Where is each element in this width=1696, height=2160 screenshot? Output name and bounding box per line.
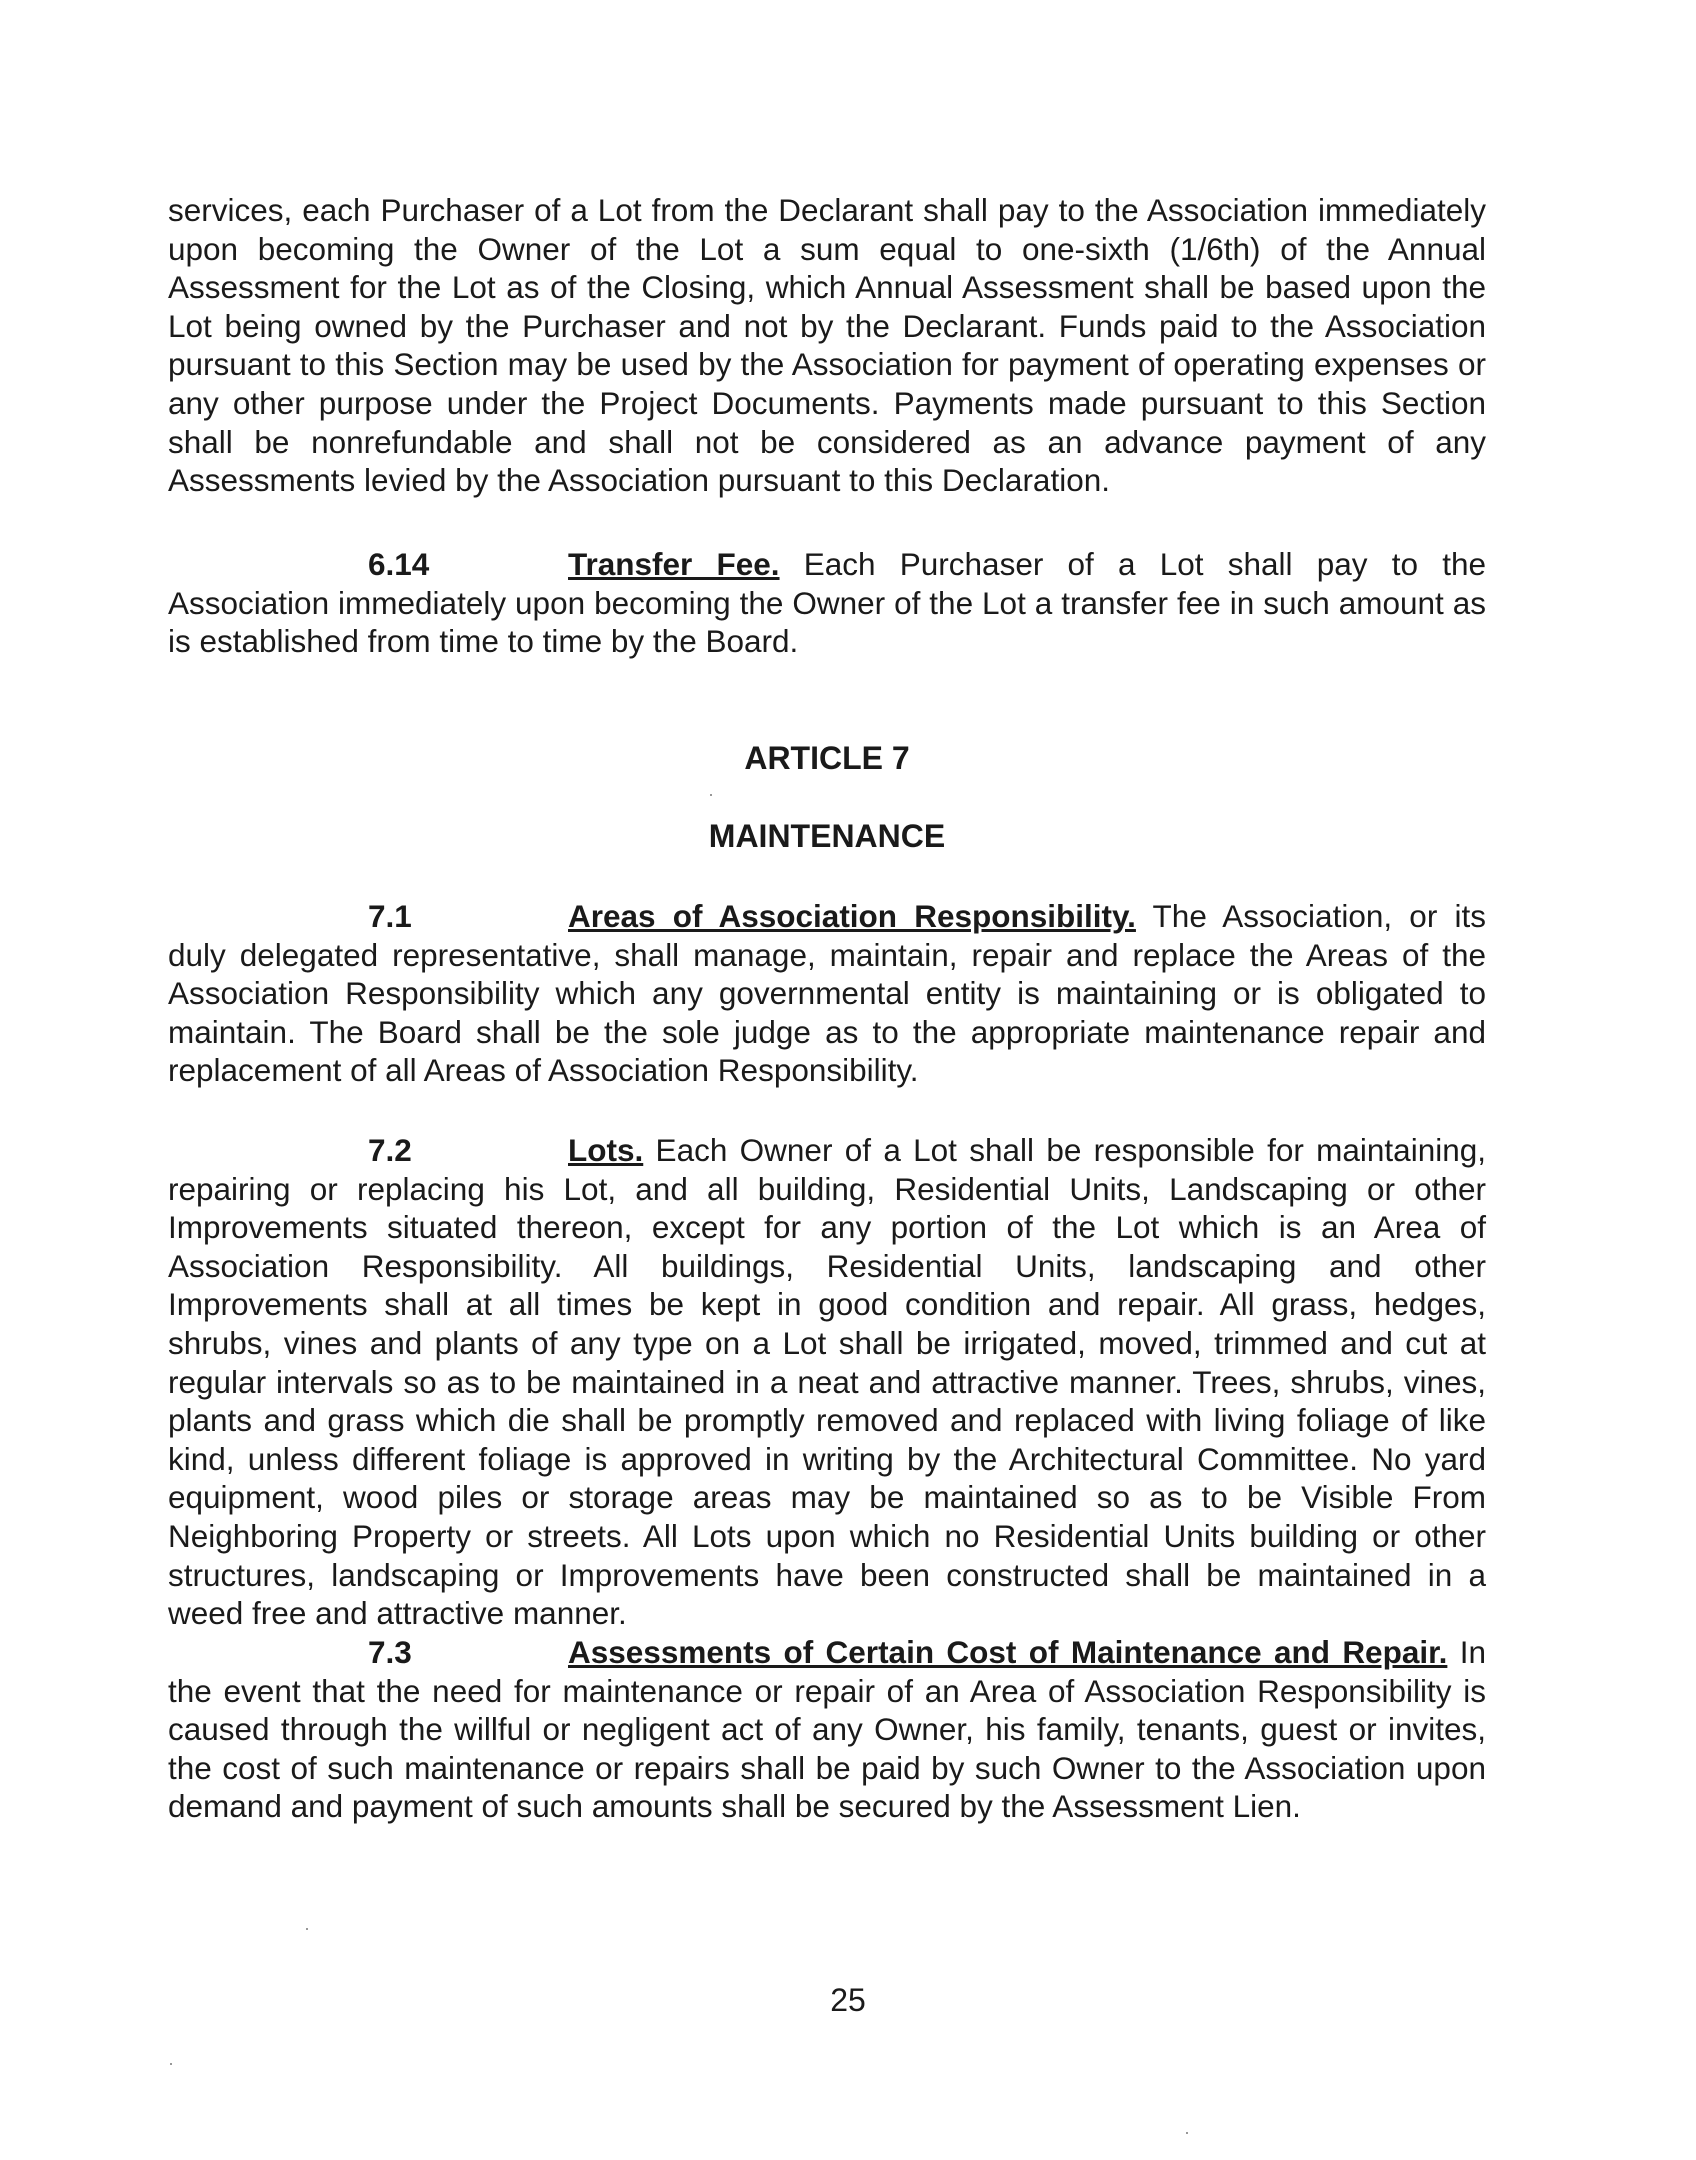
section-7-2-number: 7.2 (368, 1132, 412, 1168)
article-title: MAINTENANCE (708, 818, 946, 854)
section-7-1 (168, 897, 1486, 1090)
section-7-2-body: Each Owner of a Lot shall be responsible for maintaining, repairing or replacing his Lot, and all building, Residential Units, Landscaping or other Improvements situated thereon, except for any portion of the Lot which is an Area of Association Responsibility. All buildings, Residential Units, landscaping and other Improvements shall at all times be kept in good condition and repair. All grass, hedges, shrubs, vines and plants of any type on a Lot shall be irrigated, moved, trimmed and cut at regular intervals so as to be maintained in a neat and attractive manner. Trees, shrubs, vines, plants and grass which die shall be promptly removed and replaced with living foliage of like kind, unless different foliage is approved in writing by the Architectural Committee. No yard equipment, wood piles or storage areas may be maintained so as to be Visible From Neighboring Property or streets. All Lots upon which no Residential Units building or other structures, landscaping or Improvements have been constructed shall be maintained in a weed free and attractive manner. (168, 1132, 1486, 1632)
section-7-1-title: Areas of Association Responsibility. (568, 898, 1136, 934)
scan-speck (710, 794, 712, 796)
page-number: 25 (830, 1982, 866, 2018)
section-7-2-title: Lots. (568, 1132, 644, 1168)
scan-speck (306, 1928, 308, 1930)
section-7-2 (168, 1131, 1486, 1633)
section-7-1-body: The Association, or its duly delegated representative, shall manage, maintain, repair and replace the Areas of the Association Responsibility which any governmental entity is maintaining or is obligated to maintain. The Board shall be the sole judge as to the appropriate maintenance repair and replacement of all Areas of Association Responsibility. (168, 898, 1487, 1089)
scan-speck (170, 2063, 172, 2065)
section-6-14-title: Transfer Fee. (568, 546, 780, 582)
section-7-3-body: In the event that the need for maintenance or repair of an Area of Association Responsibility is caused through the willful or negligent act of any Owner, his family, tenants, guest or invites, the cost of such maintenance or repairs shall be paid by such Owner to the Association upon demand and payment of such amounts shall be secured by the Assessment Lien. (168, 1634, 1486, 1825)
article-number: ARTICLE 7 (744, 740, 910, 776)
section-6-14-body: Each Purchaser of a Lot shall pay to the Association immediately upon becoming the Owner of the Lot a transfer fee in such amount as is established from time to time by the Board. (168, 546, 1486, 660)
section-6-14 (168, 545, 1486, 661)
section-7-3-number: 7.3 (368, 1634, 412, 1670)
section-7-3 (168, 1633, 1486, 1826)
section-7-3-title: Assessments of Certain Cost of Maintenance and Repair. (568, 1634, 1448, 1670)
intro-paragraph: services, each Purchaser of a Lot from the Declarant shall pay to the Association immediately upon becoming the Owner of the Lot a sum equal to one-sixth (1/6th) of the Annual Assessment for the Lot as of the Closing, which Annual Assessment shall be based upon the Lot being owned by the Purchaser and not by the Declarant. Funds paid to the Association pursuant to this Section may be used by the Association for payment of operating expenses or any other purpose under the Project Documents. Payments made pursuant to this Section shall be nonrefundable and shall not be considered as an advance payment of any Assessments levied by the Association pursuant to this Declaration. (168, 192, 1486, 499)
scan-speck (1186, 2132, 1188, 2134)
section-6-14-number: 6.14 (368, 546, 430, 582)
section-7-1-number: 7.1 (368, 898, 412, 934)
